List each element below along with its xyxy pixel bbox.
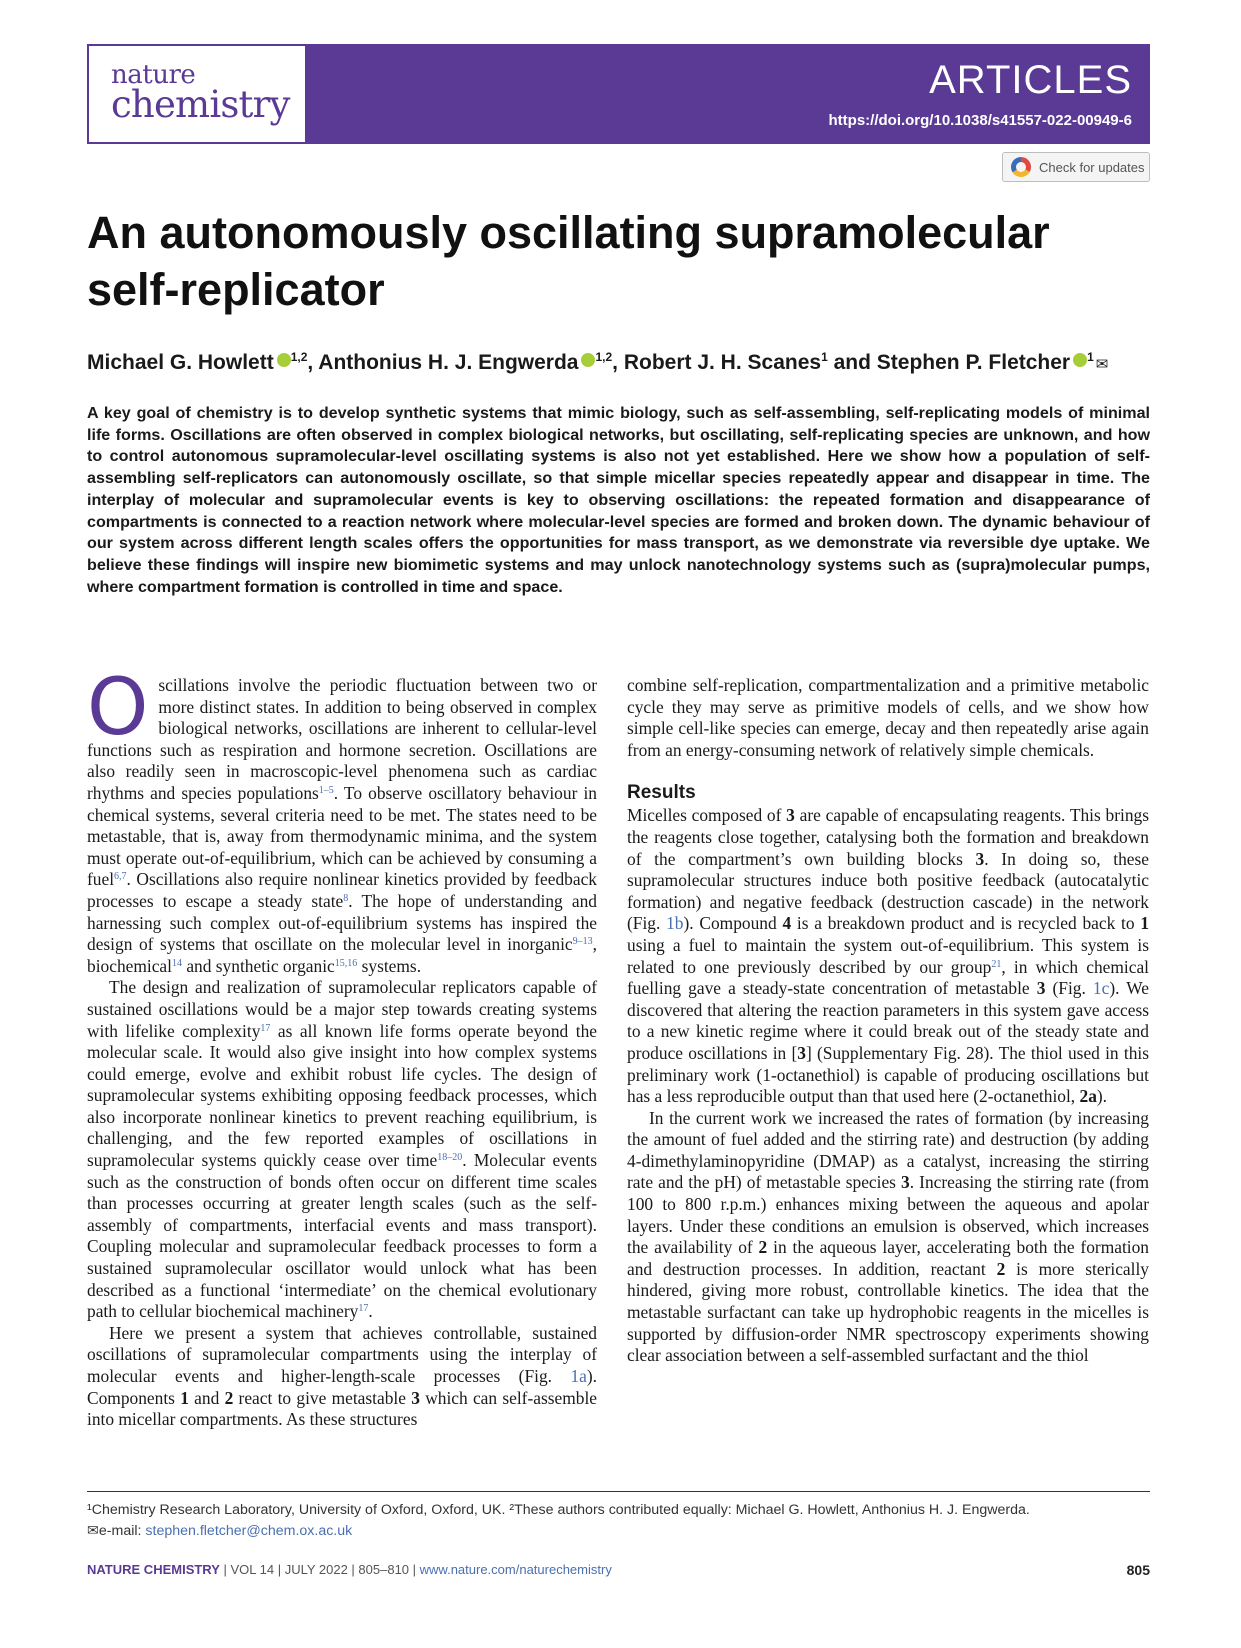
- page-number: 805: [1126, 1562, 1150, 1578]
- author-affiliation: 1: [1087, 350, 1094, 364]
- author-name[interactable]: Anthonius H. J. Engwerda: [318, 351, 579, 374]
- affiliations-footnote: [87, 1500, 1150, 1542]
- email-line: [87, 1521, 1150, 1542]
- check-for-updates-button[interactable]: [1002, 152, 1150, 182]
- email-link[interactable]: stephen.fletcher@chem.ox.ac.uk: [145, 1523, 353, 1539]
- journal-header-bar: [87, 44, 1150, 144]
- envelope-icon[interactable]: ✉: [1095, 356, 1109, 373]
- orcid-icon[interactable]: [1073, 353, 1087, 367]
- footnote-divider: [87, 1491, 1150, 1492]
- author-name[interactable]: Stephen P. Fletcher: [876, 351, 1071, 374]
- results-heading: Results: [627, 782, 696, 804]
- body-column-right: [627, 675, 1149, 1367]
- orcid-icon[interactable]: [581, 353, 595, 367]
- author-list: Michael G. Howlett $^{1,2}$, Anthonius H. J. Engwerda $^{1,2}$, Robert J. H. Scanes$^1$ and Stephen P. Fletcher $^1$ ✉: [87, 350, 1109, 374]
- email-label: e-mail:: [98, 1523, 146, 1539]
- crossmark-icon: [1011, 157, 1031, 177]
- logo-line-nature: nature: [111, 60, 196, 90]
- footer-details: | VOL 14 | JULY 2022 | 805–810 |: [219, 1562, 420, 1577]
- paragraph: Here we present a system that achieves controllable, sustained oscillations of supramolecular compartments using the interplay of molecular events and higher-length-scale processes (Fig. 1a). Components 1 and 2 react to give metastable 3 which can self-assemble into micellar compartments. As these structures: [87, 1322, 598, 1430]
- paragraph: Oscillations involve the periodic fluctuation between two or more distinct states. In addition to being observed in complex biological networks, oscillations are inherent to cellular-level functions such as respiration and hormone secretion. Oscillations are also readily seen in macroscopic-level phenomena such as cardiac rhythms and species populations$^{1-5}$. To observe oscillatory behaviour in chemical systems, several criteria need to be met. The states need to be metastable, that is, away from thermodynamic minima, and the system must operate out-of-equilibrium, which can be achieved by consuming a fuel$^{6,7}$. Oscillations also require nonlinear kinetics provided by feedback processes to escape a steady state$^8$. The hope of understanding and harnessing such complex out-of-equilibrium systems has inspired the design of systems that oscillate on the molecular level in inorganic$^{9-13}$, biochemical$^{14}$ and synthetic organic$^{15,16}$ systems.: [87, 663, 597, 976]
- paragraph: The design and realization of supramolecular replicators capable of sustained oscillations would be a major step towards creating systems with lifelike complexity$^{17}$ as all known life forms operate beyond the molecular scale. It would also give insight into how complex systems could emerge, evolve and exhibit robust life cycles. The design of supramolecular systems exhibiting opposing feedback processes, which also incorporate nonlinear kinetics to prevent reaching equilibrium, is challenging, and the few reported examples of oscillations in supramolecular systems quickly cease over time$^{18-20}$. Molecular events such as the construction of bonds often occur on different time scales than processes occurring at greater length scales (such as the self-assembly of compartments, interfacial events and mass transport). Coupling molecular and supramolecular feedback processes to form a sustained supramolecular oscillator would unlock what has been described as a functional ‘intermediate’ on the chemical evolutionary path to cellular biochemical machinery$^{17}$.: [87, 977, 597, 1322]
- drop-cap: O: [87, 663, 149, 753]
- article-title: An autonomously oscillating supramolecular self-replicator: [87, 207, 1050, 315]
- check-updates-label: Check for updates: [1039, 159, 1145, 175]
- logo-line-chemistry: chemistry: [111, 83, 290, 126]
- footer-journal: NATURE CHEMISTRY: [87, 1562, 220, 1577]
- journal-logo[interactable]: [89, 46, 305, 142]
- envelope-icon: ✉: [87, 1523, 99, 1539]
- author-affiliation: 1,2: [595, 350, 613, 364]
- body-column-left: [87, 663, 598, 1431]
- paragraph: Micelles composed of 3 are capable of encapsulating reagents. This brings the reagents close together, catalysing both the formation and breakdown of the compartment’s own building blocks 3. In doing so, these supramolecular structures induce both positive feedback (autocatalytic formation) and negative feedback (destruction cascade) in the network (Fig. 1b). Compound 4 is a breakdown product and is recycled back to 1 using a fuel to maintain the system out-of-equilibrium. This system is related to one previously described by our group$^{21}$, in which chemical fuelling gave a steady-state concentration of metastable 3 (Fig. 1c). We discovered that altering the reaction parameters in this system gave access to a new kinetic regime where it could break out of the steady state and produce oscillations in [3] (Supplementary Fig. 28). The thiol used in this preliminary work (1-octanethiol) is capable of producing oscillations but has a less reproducible output than that used here (2-octanethiol, 2a).: [627, 805, 1150, 1107]
- abstract: A key goal of chemistry is to develop synthetic systems that mimic biology, such as self-assembling, self-replicating models of minimal life forms. Oscillations are often observed in complex biological networks, but oscillating, self-replicating species are unknown, and how to control autonomous supramolecular-level oscillating systems is also not yet established. Here we show how a population of self-assembling self-replicators can autonomously oscillate, so that simple micellar species repeatedly appear and disappear in time. The interplay of molecular and supramolecular events is key to observing oscillations: the repeated formation and disappearance of compartments is connected to a reaction network where molecular-level species are formed and broken down. The dynamic behaviour of our system across different length scales offers the opportunities for mass transport, as we demonstrate via reversible dye uptake. We believe these findings will inspire new biomimetic systems and may unlock nanotechnology systems such as (supra)molecular pumps, where compartment formation is controlled in time and space.: [87, 404, 1150, 596]
- author-affiliation: 1: [821, 350, 828, 364]
- page-footer: [87, 1562, 612, 1577]
- orcid-icon[interactable]: [277, 353, 291, 367]
- paragraph: In the current work we increased the rates of formation (by increasing the amount of fuel added and the stirring rate) and destruction (by adding 4-dimethylaminopyridine (DMAP) as a catalyst, increasing the stirring rate and the pH) of metastable species 3. Increasing the stirring rate (from 100 to 800 r.p.m.) enhances mixing between the aqueous and apolar layers. Under these conditions an emulsion is observed, which increases the availability of 2 in the aqueous layer, accelerating both the formation and destruction processes. In addition, reactant 2 is more sterically hindered, giving more robust, controllable kinetics. The idea that the metastable surfactant can take up hydrophobic reagents in the micelles is supported by diffusion-order NMR spectroscopy experiments showing clear association between a self-assembled surfactant and the thiol: [627, 1107, 1149, 1366]
- section-label: ARTICLES: [929, 58, 1132, 102]
- paragraph: combine self-replication, compartmentalization and a primitive metabolic cycle they may serve as primitive models of cells, and we show how simple cell-like species can emerge, decay and then repeatedly arise again from an energy-consuming network of relatively simple chemicals.: [627, 675, 1149, 760]
- author-affiliation: 1,2: [290, 350, 308, 364]
- doi-link[interactable]: https://doi.org/10.1038/s41557-022-00949-6: [828, 112, 1132, 129]
- author-name[interactable]: Michael G. Howlett: [87, 351, 274, 374]
- author-name[interactable]: Robert J. H. Scanes: [623, 351, 822, 374]
- footer-url[interactable]: www.nature.com/naturechemistry: [419, 1562, 612, 1577]
- affiliations-text: ¹Chemistry Research Laboratory, University of Oxford, Oxford, UK. ²These authors contributed equally: Michael G. Howlett, Anthonius H. J. Engwerda.: [87, 1502, 1030, 1518]
